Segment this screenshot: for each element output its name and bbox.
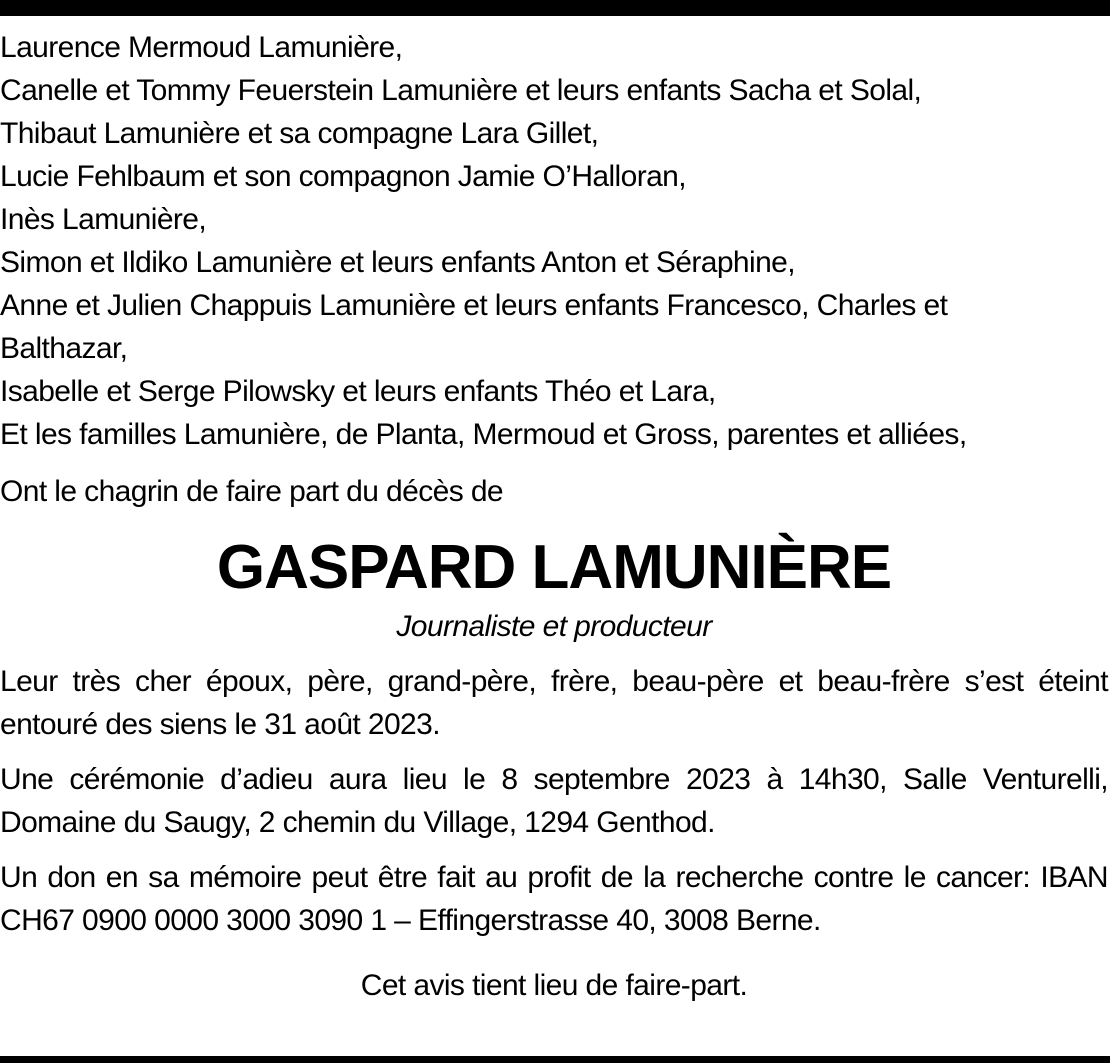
family-line: Balthazar, — [0, 332, 128, 365]
deceased-role: Journaliste et producteur — [396, 610, 712, 643]
deceased-name: GASPARD LAMUNIÈRE — [216, 533, 892, 602]
family-line: Inès Lamunière, — [0, 203, 207, 236]
family-line: Anne et Julien Chappuis Lamunière et leurs enfants Francesco, Charles et — [0, 289, 948, 322]
family-line: Thibaut Lamunière et sa compagne Lara Gillet, — [0, 117, 599, 150]
family-line: Laurence Mermoud Lamunière, — [0, 31, 403, 64]
top-rule — [0, 0, 1110, 16]
closing-note: Cet avis tient lieu de faire-part. — [360, 969, 748, 1002]
family-line: Simon et Ildiko Lamunière et leurs enfants Anton et Séraphine, — [0, 246, 795, 279]
family-line: Isabelle et Serge Pilowsky et leurs enfants Théo et Lara, — [0, 375, 716, 408]
family-line: Et les familles Lamunière, de Planta, Mermoud et Gross, parentes et alliées, — [0, 418, 967, 451]
death-paragraph: Leur très cher époux, père, grand-père, frère, beau-père et beau-frère s’est éteint entouré des siens le 31 août 2023. — [0, 665, 1108, 741]
family-line: Lucie Fehlbaum et son compagnon Jamie O’Halloran, — [0, 160, 686, 193]
family-list — [0, 26, 1108, 456]
donation-paragraph: Un don en sa mémoire peut être fait au profit de la recherche contre le cancer: IBAN CH67 0900 0000 3000 3090 1 – Effingerstrasse 40, 3008 Berne. — [0, 861, 1108, 937]
obituary-notice — [0, 26, 1108, 1007]
bottom-rule — [0, 1056, 1110, 1063]
announcement-intro: Ont le chagrin de faire part du décès de — [0, 475, 503, 508]
ceremony-paragraph: Une cérémonie d’adieu aura lieu le 8 septembre 2023 à 14h30, Salle Venturelli, Domaine du Saugy, 2 chemin du Village, 1294 Genthod. — [0, 763, 1108, 839]
family-line: Canelle et Tommy Feuerstein Lamunière et leurs enfants Sacha et Solal, — [0, 74, 922, 107]
